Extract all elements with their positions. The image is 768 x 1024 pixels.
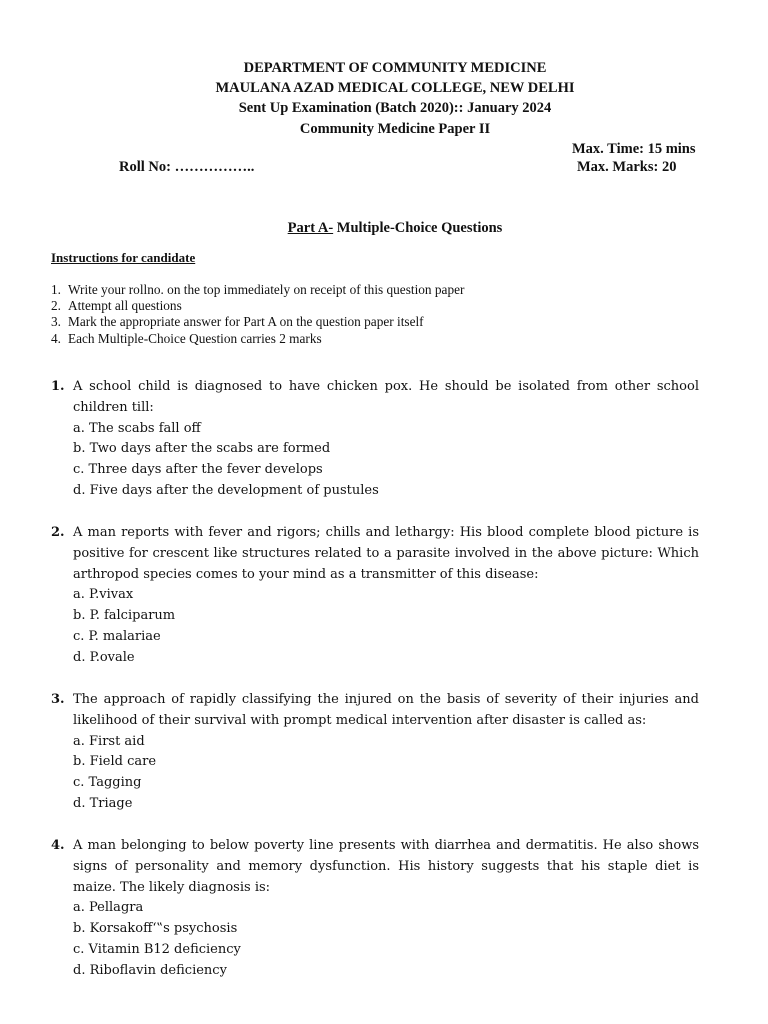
option-b: b. Two days after the scabs are formed bbox=[73, 441, 331, 457]
instruction-item bbox=[51, 298, 464, 314]
instruction-item bbox=[51, 331, 464, 347]
instruction-item bbox=[51, 314, 464, 330]
option-d: d. Triage bbox=[73, 795, 133, 811]
instructions-title: Instructions for candidate bbox=[51, 250, 196, 265]
instruction-number: 2. bbox=[51, 298, 61, 314]
question-stem: A man belonging to below poverty line presents with diarrhea and dermatitis. He also shows signs of personality and memory dysfunction. His history suggests that his staple diet is maize. The likely diagnosis is: bbox=[73, 838, 699, 895]
question-stem: The approach of rapidly classifying the injured on the basis of severity of their injuries and likelihood of their survival with prompt medical intervention after disaster is called as: bbox=[73, 692, 699, 728]
question-number: 3. bbox=[51, 692, 65, 707]
option-b: b. P. falciparum bbox=[73, 608, 176, 624]
instructions-list bbox=[51, 282, 464, 347]
option-c: c. Tagging bbox=[73, 775, 142, 791]
question-3 bbox=[51, 690, 699, 815]
option-b: b. Field care bbox=[73, 754, 157, 770]
max-marks: Max. Marks: 20 bbox=[577, 159, 677, 175]
option-d: d. P.ovale bbox=[73, 649, 135, 665]
instruction-item bbox=[51, 282, 464, 298]
question-stem: A school child is diagnosed to have chicken pox. He should be isolated from other school children till: bbox=[73, 379, 699, 415]
option-a: a. P.vivax bbox=[73, 587, 134, 603]
option-a: a. First aid bbox=[73, 733, 145, 749]
option-d: d. Riboflavin deficiency bbox=[73, 962, 227, 978]
question-number: 1. bbox=[51, 379, 65, 394]
college-heading: MAULANA AZAD MEDICAL COLLEGE, NEW DELHI bbox=[215, 80, 575, 96]
option-c: c. P. malariae bbox=[73, 628, 161, 644]
instruction-text: Attempt all questions bbox=[68, 298, 182, 314]
instruction-number: 4. bbox=[51, 330, 61, 346]
instruction-text: Each Multiple-Choice Question carries 2 marks bbox=[68, 330, 322, 346]
part-label: Part A- bbox=[287, 220, 334, 236]
option-a: a. Pellagra bbox=[73, 900, 144, 916]
option-c: c. Three days after the fever develops bbox=[73, 462, 323, 478]
option-c: c. Vitamin B12 deficiency bbox=[73, 941, 241, 957]
roll-no: Roll No: …………….. bbox=[119, 159, 255, 175]
paper-heading: Community Medicine Paper II bbox=[299, 121, 491, 137]
instruction-number: 1. bbox=[51, 282, 61, 297]
part-heading bbox=[0, 220, 768, 237]
question-stem: A man reports with fever and rigors; chills and lethargy: His blood complete blood picture is positive for crescent like structures related to a parasite involved in the above picture: Which arthropod species comes to your mind as a transmitter of this disease: bbox=[73, 525, 699, 582]
department-heading: DEPARTMENT OF COMMUNITY MEDICINE bbox=[243, 60, 547, 76]
exam-heading: Sent Up Examination (Batch 2020):: January 2024 bbox=[238, 100, 552, 116]
question-4 bbox=[51, 836, 699, 982]
option-b: b. Korsakoff‘‟s psychosis bbox=[73, 921, 238, 937]
instruction-number: 3. bbox=[51, 314, 61, 330]
question-1 bbox=[51, 377, 699, 502]
instruction-text: Mark the appropriate answer for Part A on the question paper itself bbox=[68, 314, 424, 330]
question-number: 4. bbox=[51, 838, 65, 853]
question-2 bbox=[51, 523, 699, 669]
question-number: 2. bbox=[51, 525, 65, 540]
option-a: a. The scabs fall off bbox=[73, 420, 201, 436]
max-time: Max. Time: 15 mins bbox=[572, 141, 696, 157]
instruction-text: Write your rollno. on the top immediately on receipt of this question paper bbox=[68, 282, 465, 297]
option-d: d. Five days after the development of pustules bbox=[73, 482, 379, 498]
part-title: Multiple-Choice Questions bbox=[333, 220, 503, 236]
